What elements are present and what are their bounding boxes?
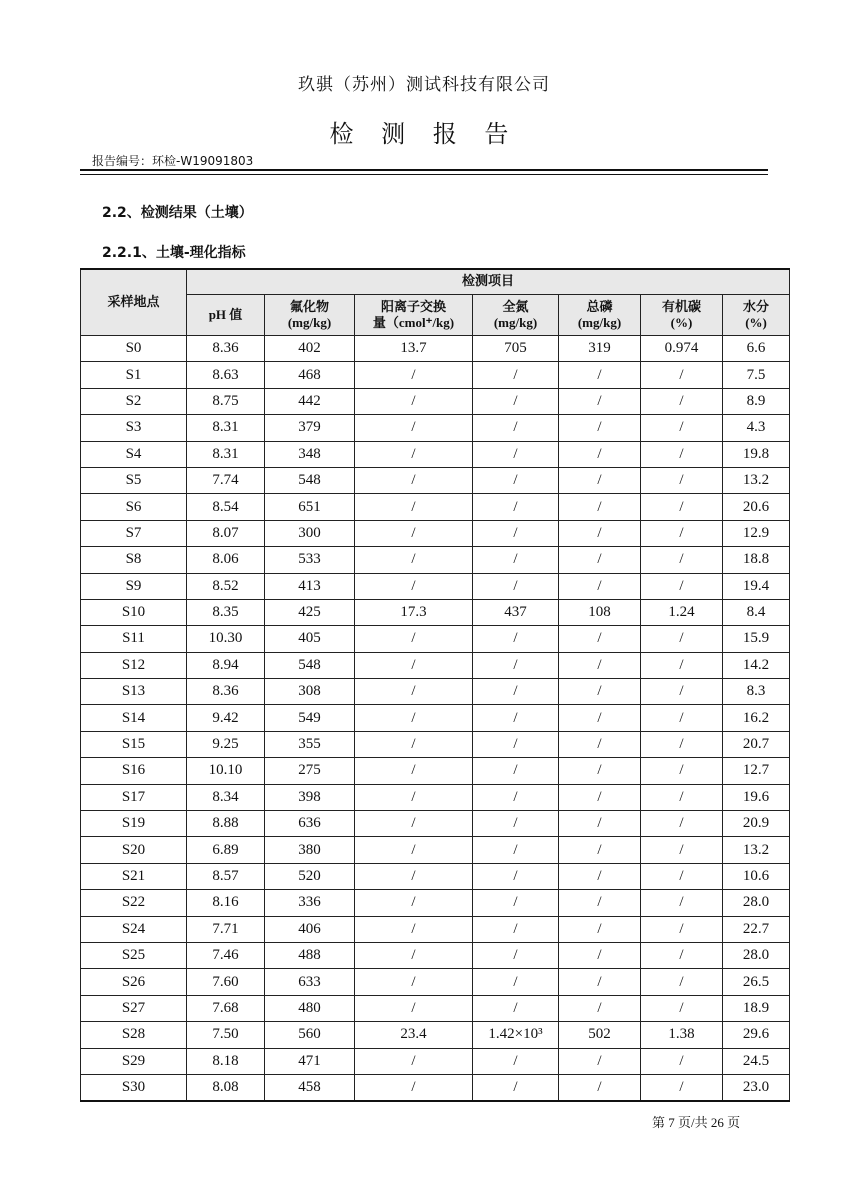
value-cell: / [641,1048,723,1074]
site-cell: S12 [81,652,187,678]
value-cell: / [559,942,641,968]
site-cell: S2 [81,388,187,414]
value-cell: / [473,441,559,467]
value-cell: / [473,705,559,731]
value-cell: / [473,784,559,810]
value-cell: 8.36 [187,336,265,362]
value-cell: / [473,652,559,678]
value-cell: 15.9 [723,626,790,652]
value-cell: / [559,811,641,837]
site-cell: S24 [81,916,187,942]
site-cell: S26 [81,969,187,995]
site-cell: S30 [81,1074,187,1101]
value-cell: 10.30 [187,626,265,652]
value-cell: / [641,863,723,889]
column-header-unit: 量（cmol⁺/kg) [372,315,455,330]
value-cell: / [641,942,723,968]
table-header-row-group [81,269,790,295]
value-cell: 379 [265,415,355,441]
value-cell: / [355,995,473,1021]
table-row [81,942,790,968]
site-cell: S11 [81,626,187,652]
value-cell: / [559,679,641,705]
column-header-label: 阳离子交换 [380,299,446,314]
value-cell: 355 [265,731,355,757]
site-cell: S25 [81,942,187,968]
value-cell: 402 [265,336,355,362]
value-cell: 458 [265,1074,355,1101]
value-cell: 12.7 [723,758,790,784]
value-cell: / [355,758,473,784]
value-cell: / [559,415,641,441]
value-cell: / [473,837,559,863]
table-row [81,705,790,731]
value-cell: / [641,441,723,467]
value-cell: / [559,863,641,889]
value-cell: / [473,811,559,837]
value-cell: 28.0 [723,942,790,968]
site-cell: S8 [81,547,187,573]
value-cell: / [641,916,723,942]
value-cell: / [355,942,473,968]
value-cell: 8.31 [187,441,265,467]
value-cell: / [473,415,559,441]
value-cell: / [559,441,641,467]
value-cell: 13.2 [723,467,790,493]
value-cell: / [355,494,473,520]
value-cell: / [473,758,559,784]
value-cell: 19.6 [723,784,790,810]
value-cell: 8.07 [187,520,265,546]
value-cell: / [473,731,559,757]
value-cell: / [355,969,473,995]
value-cell: 8.54 [187,494,265,520]
table-row [81,811,790,837]
site-cell: S7 [81,520,187,546]
page-number: 第 7 页/共 26 页 [652,1115,741,1130]
value-cell: 636 [265,811,355,837]
value-cell: 425 [265,599,355,625]
value-cell: 7.5 [723,362,790,388]
column-header-label: 氟化物 [289,299,329,314]
value-cell: 520 [265,863,355,889]
value-cell: 8.36 [187,679,265,705]
table-row [81,388,790,414]
value-cell: / [355,811,473,837]
value-cell: / [641,837,723,863]
table-row [81,679,790,705]
site-cell: S13 [81,679,187,705]
value-cell: / [473,863,559,889]
value-cell: 10.6 [723,863,790,889]
site-cell: S14 [81,705,187,731]
value-cell: 8.18 [187,1048,265,1074]
value-cell: 8.3 [723,679,790,705]
table-row [81,969,790,995]
value-cell: / [641,969,723,995]
value-cell: / [559,705,641,731]
value-cell: 29.6 [723,1022,790,1048]
value-cell: 275 [265,758,355,784]
table-row [81,467,790,493]
value-cell: / [641,705,723,731]
value-cell: / [473,547,559,573]
value-cell: / [355,547,473,573]
value-cell: / [559,573,641,599]
value-cell: / [559,969,641,995]
value-cell: 8.4 [723,599,790,625]
value-cell: / [355,1048,473,1074]
column-header-item [641,295,723,336]
value-cell: 6.6 [723,336,790,362]
value-cell: 405 [265,626,355,652]
value-cell: 348 [265,441,355,467]
table-row [81,916,790,942]
section-heading-physchem: 2.2.1、土壤-理化指标 [102,245,246,261]
value-cell: / [559,547,641,573]
header-divider-thick [80,169,768,171]
value-cell: / [473,1074,559,1101]
column-header-site: 采样地点 [81,269,187,336]
value-cell: 8.9 [723,388,790,414]
value-cell: 1.42×10³ [473,1022,559,1048]
value-cell: 18.9 [723,995,790,1021]
value-cell: / [473,573,559,599]
site-cell: S28 [81,1022,187,1048]
column-header-label: 全氮 [502,299,529,314]
value-cell: / [355,679,473,705]
value-cell: / [641,811,723,837]
value-cell: / [355,705,473,731]
value-cell: 442 [265,388,355,414]
value-cell: 13.7 [355,336,473,362]
value-cell: 471 [265,1048,355,1074]
site-cell: S6 [81,494,187,520]
site-cell: S16 [81,758,187,784]
value-cell: / [641,520,723,546]
value-cell: 413 [265,573,355,599]
value-cell: / [355,441,473,467]
value-cell: / [355,1074,473,1101]
value-cell: 9.42 [187,705,265,731]
value-cell: / [355,731,473,757]
value-cell: 20.7 [723,731,790,757]
value-cell: / [355,916,473,942]
value-cell: 8.31 [187,415,265,441]
table-row [81,547,790,573]
report-title: 检 测 报 告 [329,120,519,148]
column-header-label: pH 值 [208,307,243,322]
site-cell: S21 [81,863,187,889]
value-cell: / [641,679,723,705]
value-cell: 549 [265,705,355,731]
value-cell: / [641,573,723,599]
value-cell: 488 [265,942,355,968]
value-cell: 7.71 [187,916,265,942]
value-cell: / [355,388,473,414]
site-cell: S0 [81,336,187,362]
value-cell: / [641,652,723,678]
header-divider-thin [80,174,768,175]
value-cell: 22.7 [723,916,790,942]
site-cell: S10 [81,599,187,625]
value-cell: / [355,415,473,441]
value-cell: 28.0 [723,890,790,916]
value-cell: / [473,467,559,493]
value-cell: 8.08 [187,1074,265,1101]
value-cell: / [473,388,559,414]
value-cell: 0.974 [641,336,723,362]
site-cell: S20 [81,837,187,863]
value-cell: 16.2 [723,705,790,731]
value-cell: 380 [265,837,355,863]
site-cell: S17 [81,784,187,810]
value-cell: 4.3 [723,415,790,441]
site-cell: S15 [81,731,187,757]
value-cell: 19.8 [723,441,790,467]
value-cell: 9.25 [187,731,265,757]
value-cell: / [473,995,559,1021]
value-cell: / [473,969,559,995]
section-heading-results: 2.2、检测结果（土壤） [102,205,253,221]
value-cell: 560 [265,1022,355,1048]
value-cell: 7.60 [187,969,265,995]
value-cell: / [641,758,723,784]
value-cell: 17.3 [355,599,473,625]
site-cell: S5 [81,467,187,493]
value-cell: / [355,837,473,863]
value-cell: 24.5 [723,1048,790,1074]
table-row [81,652,790,678]
value-cell: 1.24 [641,599,723,625]
value-cell: / [355,467,473,493]
value-cell: 705 [473,336,559,362]
value-cell: 319 [559,336,641,362]
value-cell: 8.75 [187,388,265,414]
value-cell: 548 [265,652,355,678]
value-cell: 406 [265,916,355,942]
table-row [81,494,790,520]
value-cell: 23.0 [723,1074,790,1101]
table-row [81,362,790,388]
value-cell: 300 [265,520,355,546]
column-header-label: 水分 [743,299,770,314]
value-cell: 533 [265,547,355,573]
value-cell: 502 [559,1022,641,1048]
site-cell: S4 [81,441,187,467]
value-cell: / [559,626,641,652]
table-row [81,995,790,1021]
value-cell: / [355,784,473,810]
value-cell: / [641,388,723,414]
value-cell: / [355,626,473,652]
value-cell: 19.4 [723,573,790,599]
value-cell: 7.68 [187,995,265,1021]
value-cell: / [473,890,559,916]
column-header-item [723,295,790,336]
value-cell: / [559,731,641,757]
value-cell: / [559,494,641,520]
value-cell: / [559,995,641,1021]
value-cell: / [641,1074,723,1101]
site-cell: S9 [81,573,187,599]
table-row [81,626,790,652]
value-cell: / [473,626,559,652]
value-cell: 437 [473,599,559,625]
value-cell: / [559,362,641,388]
value-cell: 7.50 [187,1022,265,1048]
value-cell: 398 [265,784,355,810]
column-header-unit: (mg/kg) [493,315,538,330]
column-header-label: 总磷 [586,299,613,314]
table-row [81,1074,790,1101]
value-cell: / [355,362,473,388]
value-cell: 8.94 [187,652,265,678]
value-cell: / [473,916,559,942]
value-cell: 12.9 [723,520,790,546]
value-cell: 8.35 [187,599,265,625]
table-row [81,837,790,863]
value-cell: 7.74 [187,467,265,493]
column-header-item [265,295,355,336]
value-cell: / [641,784,723,810]
value-cell: 20.9 [723,811,790,837]
column-header-unit: (mg/kg) [287,315,332,330]
value-cell: 23.4 [355,1022,473,1048]
value-cell: / [473,494,559,520]
value-cell: 336 [265,890,355,916]
column-header-group: 检测项目 [187,269,790,295]
value-cell: / [473,1048,559,1074]
value-cell: 308 [265,679,355,705]
value-cell: 633 [265,969,355,995]
column-header-unit: (mg/kg) [577,315,622,330]
value-cell: 8.16 [187,890,265,916]
table-header-row-items [81,295,790,336]
value-cell: 468 [265,362,355,388]
table-row [81,1022,790,1048]
value-cell: 8.63 [187,362,265,388]
value-cell: 8.88 [187,811,265,837]
value-cell: / [641,890,723,916]
value-cell: 108 [559,599,641,625]
value-cell: / [559,1074,641,1101]
value-cell: / [641,547,723,573]
value-cell: 1.38 [641,1022,723,1048]
value-cell: / [559,890,641,916]
value-cell: / [559,837,641,863]
column-header-item [355,295,473,336]
value-cell: / [473,362,559,388]
value-cell: / [559,758,641,784]
value-cell: 8.52 [187,573,265,599]
value-cell: 14.2 [723,652,790,678]
site-cell: S29 [81,1048,187,1074]
value-cell: 651 [265,494,355,520]
value-cell: 7.46 [187,942,265,968]
site-cell: S3 [81,415,187,441]
value-cell: / [641,995,723,1021]
value-cell: / [641,731,723,757]
value-cell: / [559,388,641,414]
table-row [81,520,790,546]
value-cell: / [355,863,473,889]
table-row [81,336,790,362]
table-row [81,599,790,625]
value-cell: 480 [265,995,355,1021]
value-cell: / [559,1048,641,1074]
value-cell: 548 [265,467,355,493]
column-header-unit: (%) [745,315,767,330]
value-cell: / [355,652,473,678]
column-header-item [473,295,559,336]
value-cell: / [559,520,641,546]
column-header-label: 有机碳 [661,299,701,314]
value-cell: / [355,573,473,599]
value-cell: / [641,467,723,493]
table-row [81,415,790,441]
site-cell: S27 [81,995,187,1021]
value-cell: / [559,784,641,810]
value-cell: / [473,679,559,705]
value-cell: 8.06 [187,547,265,573]
value-cell: / [559,467,641,493]
value-cell: / [559,652,641,678]
soil-results-table [80,268,790,1102]
column-header-item [559,295,641,336]
value-cell: 6.89 [187,837,265,863]
value-cell: / [473,942,559,968]
value-cell: 8.57 [187,863,265,889]
report-number: 报告编号：环检-W19091803 [92,154,254,168]
company-name: 玖骐（苏州）测试科技有限公司 [298,75,550,95]
column-header-item [187,295,265,336]
value-cell: 8.34 [187,784,265,810]
value-cell: 13.2 [723,837,790,863]
column-header-unit: (%) [670,315,693,330]
value-cell: / [641,362,723,388]
table-row [81,573,790,599]
value-cell: / [355,520,473,546]
value-cell: 10.10 [187,758,265,784]
table-row [81,758,790,784]
site-cell: S19 [81,811,187,837]
site-cell: S22 [81,890,187,916]
value-cell: / [641,415,723,441]
value-cell: / [355,890,473,916]
value-cell: / [473,520,559,546]
value-cell: / [641,494,723,520]
table-row [81,1048,790,1074]
value-cell: / [559,916,641,942]
value-cell: 20.6 [723,494,790,520]
site-cell: S1 [81,362,187,388]
table-row [81,890,790,916]
table-row [81,731,790,757]
table-row [81,863,790,889]
table-row [81,784,790,810]
value-cell: 26.5 [723,969,790,995]
table-body [81,336,790,1102]
value-cell: / [641,626,723,652]
value-cell: 18.8 [723,547,790,573]
table-row [81,441,790,467]
